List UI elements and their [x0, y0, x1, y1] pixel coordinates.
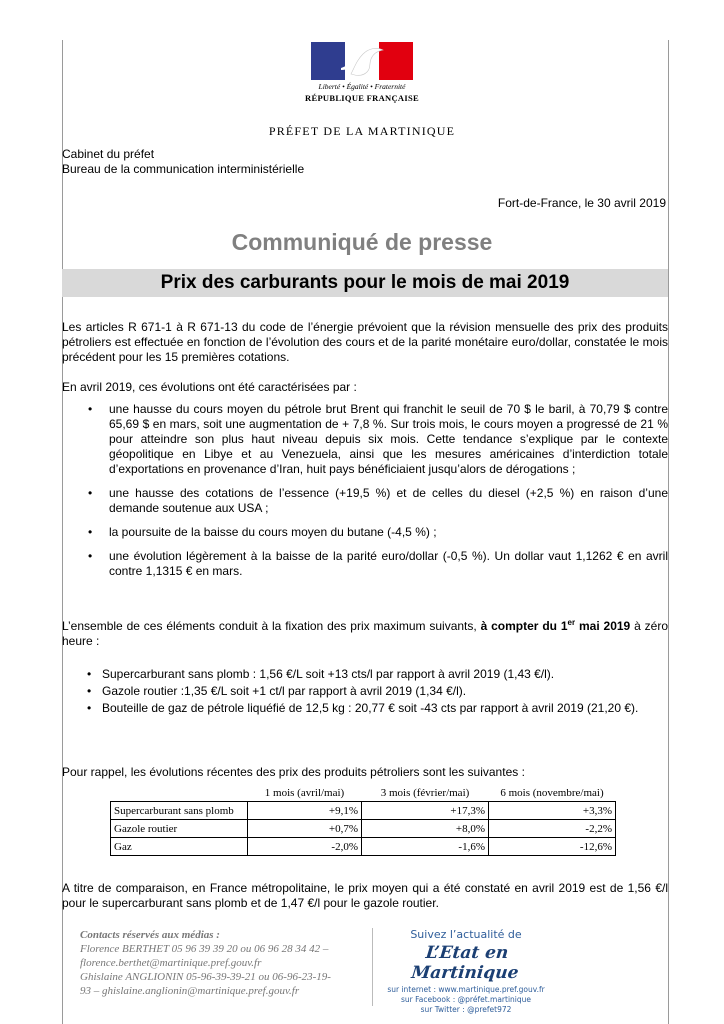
table-row	[111, 802, 616, 820]
social-promo	[386, 928, 546, 1015]
media-contacts	[80, 928, 380, 998]
table-cell: -2,0%	[248, 838, 362, 856]
table-cell: -12,6%	[489, 838, 616, 856]
letterhead	[0, 42, 724, 103]
table-row-label: Gazole routier	[111, 820, 248, 838]
contact-line: Florence BERTHET 05 96 39 39 20 ou 06 96 28 34 42 –	[80, 943, 329, 955]
prefecture-name: PRÉFET DE LA MARTINIQUE	[268, 124, 456, 138]
table-cell: -2,2%	[489, 820, 616, 838]
list-item: • Supercarburant sans plomb : 1,56 €/L soit +13 cts/l par rapport à avril 2019 (1,43 €/l).	[62, 667, 668, 682]
table-cell: +8,0%	[362, 820, 489, 838]
table-header: 6 mois (novembre/mai)	[489, 784, 616, 802]
contacts-title: Contacts réservés aux médias :	[80, 929, 220, 941]
right-margin-line	[668, 40, 669, 1024]
table-header: 3 mois (février/mai)	[362, 784, 489, 802]
evolutions-intro: En avril 2019, ces évolutions ont été caractérisées par :	[62, 380, 357, 394]
marianne-logo	[311, 42, 413, 80]
table-cell: +0,7%	[248, 820, 362, 838]
facebook-link[interactable]: sur Facebook : @préfet.martinique	[400, 995, 531, 1004]
republic-name: RÉPUBLIQUE FRANÇAISE	[305, 93, 419, 103]
prices-list	[62, 667, 668, 718]
republic-motto: Liberté • Égalité • Fraternité	[318, 82, 406, 91]
table-header: 1 mois (avril/mai)	[248, 784, 362, 802]
sender-line-2: Bureau de la communication interministérielle	[62, 162, 305, 176]
contact-email-link[interactable]: florence.berthet@martinique.pref.gouv.fr	[80, 957, 262, 969]
list-item: • Gazole routier :1,35 €/L soit +1 ct/l par rapport à avril 2019 (1,34 €/l).	[62, 684, 668, 699]
list-item: • une évolution légèrement à la baisse de la parité euro/dollar (-0,5 %). Un dollar vaut 1,1262 € en avril contre 1,1315 € en mars.	[62, 549, 668, 579]
effective-date-b: mai 2019	[578, 619, 631, 633]
table-row-label: Gaz	[111, 838, 248, 856]
prices-intro-end: à zéro heure :	[62, 619, 668, 648]
table-cell: +9,1%	[248, 802, 362, 820]
promo-logo-text: L’Etat en Martinique	[410, 943, 520, 983]
contact-line: Ghislaine ANGLIONIN 05-96-39-39-21 ou 06-96-23-19-	[80, 971, 331, 983]
recall-paragraph: Pour rappel, les évolutions récentes des prix des produits pétroliers sont les suivantes :	[62, 765, 525, 779]
footer-divider	[372, 928, 373, 1006]
press-release-heading: Communiqué de presse	[231, 229, 493, 255]
effective-date-sup: er	[567, 618, 576, 627]
list-item: • une hausse du cours moyen du pétrole brut Brent qui franchit le seuil de 70 $ le baril, à 70,79 $ contre 65,69 $ en mars, soit une augmentation de + 7,8 %. Sur trois mois, le cours moyen a progressé de 21 % pour atteindre son plus haut niveau depuis six mois. Cette tendance s’explique par le contexte géopolitique en Libye et au Venezuela, ainsi que les mesures américaines d’interdiction totale d’exportations en provenance d’Iran, huit pays bénéficiaient jusqu’alors de dérogations ;	[62, 402, 668, 477]
prices-intro-paragraph	[62, 619, 668, 649]
twitter-link[interactable]: sur Twitter : @prefet972	[420, 1005, 512, 1014]
list-item: • la poursuite de la baisse du cours moyen du butane (-4,5 %) ;	[62, 525, 668, 540]
evolutions-list	[62, 402, 668, 588]
list-item: • Bouteille de gaz de pétrole liquéfié de 12,5 kg : 20,77 € soit -43 cts par rapport à avril 2019 (21,20 €).	[62, 701, 668, 716]
table-corner	[111, 784, 248, 802]
sender-block	[62, 147, 304, 177]
document-date: Fort-de-France, le 30 avril 2019	[497, 196, 666, 210]
document-title: Prix des carburants pour le mois de mai 2019	[62, 269, 668, 297]
intro-paragraph: Les articles R 671-1 à R 671-13 du code de l’énergie prévoient que la révision mensuelle des prix des produits pétroliers est effectuée en fonction de l’évolution des cours et de la parité monétaire euro/dollar, constatée le mois précédent pour les 15 premières cotations.	[62, 320, 668, 364]
prices-intro-text: L’ensemble de ces éléments conduit à la fixation des prix maximum suivants,	[62, 619, 477, 633]
table-row-label: Supercarburant sans plomb	[111, 802, 248, 820]
contact-email-link[interactable]: 93 – ghislaine.anglionin@martinique.pref.gouv.fr	[80, 985, 300, 997]
comparison-paragraph: A titre de comparaison, en France métropolitaine, le prix moyen qui a été constaté en avril 2019 est de 1,56 €/l pour le supercarburant sans plomb et de 1,47 €/l pour le gazole routier.	[62, 881, 668, 910]
table-cell: -1,6%	[362, 838, 489, 856]
sender-line-1: Cabinet du préfet	[62, 147, 155, 161]
effective-date-a: à compter du 1	[480, 619, 568, 633]
table-cell: +17,3%	[362, 802, 489, 820]
table-cell: +3,3%	[489, 802, 616, 820]
website-link[interactable]: sur internet : www.martinique.pref.gouv.fr	[387, 985, 545, 994]
list-item: • une hausse des cotations de l’essence (+19,5 %) et de celles du diesel (+2,5 %) en raison d’une demande soutenue aux USA ;	[62, 486, 668, 516]
table-header-row	[111, 784, 616, 802]
promo-heading: Suivez l’actualité de	[410, 928, 522, 941]
table-row	[111, 838, 616, 856]
price-evolution-table	[110, 784, 616, 856]
table-row	[111, 820, 616, 838]
